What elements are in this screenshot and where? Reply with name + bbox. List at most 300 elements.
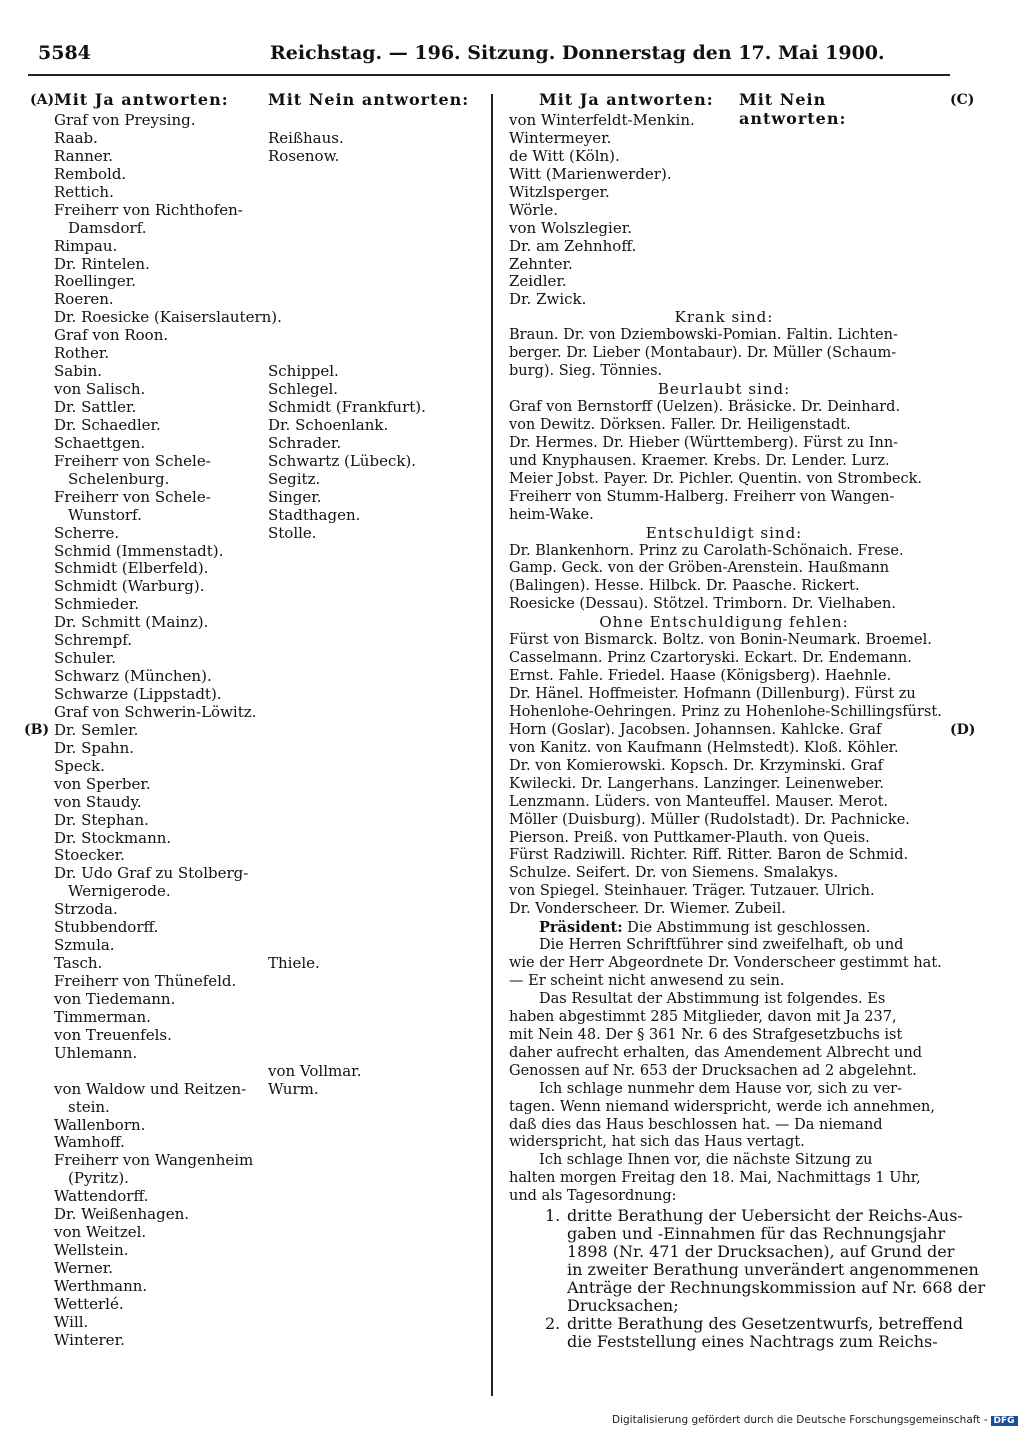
nein-entry: von Vollmar.: [268, 1061, 362, 1080]
nein-entry: [268, 1224, 484, 1242]
ja-entry: Rother.: [54, 344, 110, 363]
vote-row: [54, 1045, 484, 1063]
ja-entry: Freiherr von Thünefeld.: [54, 972, 237, 990]
ja-entry: von Sperber.: [54, 774, 151, 793]
ja-entry: Schaettgen.: [54, 433, 146, 452]
nein-entry: [268, 1278, 484, 1296]
ja-entry: (Pyritz).: [68, 1169, 129, 1188]
ohne-entschuldigung-line: Ernst. Fahle. Friedel. Haase (Königsberg). Haehnle.: [509, 668, 892, 685]
ohne-entschuldigung-line: Pierson. Preiß. von Puttkamer-Plauth. von Queis.: [509, 829, 870, 846]
heading-ja: Mit Ja antworten:: [539, 90, 714, 109]
vote-row: [54, 256, 484, 274]
beurlaubt-line: Freiherr von Stumm-Halberg. Freiherr von Wangen-: [509, 488, 895, 505]
nein-entry: [268, 847, 484, 865]
agenda-line: in zweiter Berathung unverändert angenommenen: [567, 1260, 979, 1279]
statement-line: Ich schlage nunmehr dem Hause vor, sich zu ver-: [539, 1080, 902, 1097]
nein-entry: [268, 901, 484, 919]
ja-entry: Rimpau.: [54, 236, 118, 255]
vote-row: [54, 273, 484, 291]
ja-entry: Stubbendorff.: [54, 918, 159, 937]
statement-line: daher aufrecht erhalten, das Amendement Albrecht und: [509, 1044, 923, 1061]
vote-row: [54, 740, 484, 758]
nein-entry: Schwartz (Lübeck).: [268, 451, 417, 470]
ja-entry: von Salisch.: [54, 380, 146, 399]
ja-entry: Ranner.: [54, 146, 114, 165]
ja-entry: Dr. Schaedler.: [54, 415, 161, 434]
beurlaubt-paragraph: [509, 399, 939, 525]
vote-row: [54, 973, 484, 991]
nein-entry: [268, 220, 484, 238]
ohne-entschuldigung-line: Dr. Hänel. Hoffmeister. Hofmann (Dillenburg). Fürst zu: [509, 686, 916, 702]
vote-row: [54, 543, 484, 561]
vote-row: [54, 148, 484, 166]
dfg-logo: DFG: [991, 1416, 1018, 1426]
agenda-number: 2.: [545, 1313, 561, 1333]
ja-entry: Dr. Spahn.: [54, 738, 134, 757]
nein-entry: Segitz.: [268, 469, 321, 488]
ohne-entschuldigung-line: Möller (Duisburg). Müller (Rudolstadt). Dr. Pachnicke.: [509, 811, 910, 828]
vote-row: [54, 686, 484, 704]
ja-entry: Wamhoff.: [54, 1133, 125, 1152]
ja-entry: Wattendorff.: [54, 1187, 149, 1206]
ja-entry: Wernigerode.: [68, 882, 171, 901]
ja-entry: Dr. Weißenhagen.: [54, 1205, 190, 1224]
entschuldigt-line: (Balingen). Hesse. Hilbck. Dr. Paasche. Rickert.: [509, 578, 860, 595]
vote-row: [54, 847, 484, 865]
margin-mark-a: (A): [30, 92, 55, 108]
ja-entry: Dr. Rintelen.: [54, 254, 150, 273]
statement-line: haben abgestimmt 285 Mitglieder, davon mit Ja 237,: [509, 1008, 897, 1025]
ja-entry: Sabin.: [54, 362, 103, 381]
ja-entry: Schmieder.: [54, 595, 140, 614]
ohne-entschuldigung-line: von Spiegel. Steinhauer. Träger. Tutzauer. Ulrich.: [509, 883, 875, 900]
ja-entry: Witzlsperger.: [509, 182, 610, 201]
praesident-statement: [509, 919, 942, 1206]
statement-line: — Er scheint nicht anwesend zu sein.: [509, 973, 785, 989]
nein-entry: Dr. Schoenlank.: [268, 415, 389, 434]
ohne-entschuldigung-line: Kwilecki. Dr. Langerhans. Lanzinger. Leinenweber.: [509, 775, 884, 792]
vote-row: [54, 722, 484, 740]
ja-entry: Speck.: [54, 756, 106, 775]
ja-entry: Graf von Preysing.: [54, 111, 196, 129]
vote-row: [54, 130, 484, 148]
ja-entry: Uhlemann.: [54, 1043, 138, 1062]
vote-row: [54, 291, 484, 309]
nein-entry: Stadthagen.: [268, 505, 361, 524]
vote-row: [54, 220, 484, 238]
ja-entry: Freiherr von Schele-: [54, 487, 211, 506]
page-number: 5584: [38, 42, 91, 64]
vote-row: [54, 1117, 484, 1135]
ja-entry: von Staudy.: [54, 792, 142, 811]
nein-entry: [268, 919, 484, 937]
entschuldigt-line: Dr. Blankenhorn. Prinz zu Carolath-Schönaich. Frese.: [509, 542, 904, 559]
nein-entry: Schippel.: [268, 362, 339, 381]
ja-entry: Dr. Udo Graf zu Stolberg-: [54, 864, 249, 883]
vote-row: [54, 471, 484, 489]
vote-row: [54, 901, 484, 919]
vote-row: [54, 435, 484, 453]
vote-row: [54, 1009, 484, 1027]
nein-entry: [268, 345, 484, 363]
beurlaubt-line: Dr. Hermes. Dr. Hieber (Württemberg). Fürst zu Inn-: [509, 434, 899, 451]
left-column: [54, 90, 484, 1350]
ohne-entschuldigung-line: Dr. von Komierowski. Kopsch. Dr. Krzyminski. Graf: [509, 757, 884, 774]
vote-row: [54, 489, 484, 507]
vote-row: [54, 1278, 484, 1296]
vote-row: [54, 1099, 484, 1117]
nein-entry: [268, 166, 484, 184]
nein-entry: [268, 1332, 484, 1350]
agenda-number: 1.: [545, 1206, 561, 1226]
nein-entry: [268, 327, 484, 345]
vote-row: [54, 112, 484, 130]
statement-line: halten morgen Freitag den 18. Mai, Nachmittags 1 Uhr,: [509, 1170, 921, 1187]
vote-row: [54, 1152, 484, 1170]
vote-row: [54, 238, 484, 256]
nein-entry: Rosenow.: [268, 146, 340, 165]
nein-entry: [268, 812, 484, 830]
nein-entry: [268, 794, 484, 812]
ja-entry: Dr. Schmitt (Mainz).: [54, 613, 209, 632]
vote-row: [54, 1260, 484, 1278]
ja-entry: Schelenburg.: [68, 469, 170, 488]
statement-line: mit Nein 48. Der § 361 Nr. 6 des Strafgesetzbuchs ist: [509, 1026, 903, 1043]
nein-entry: [268, 291, 484, 309]
ja-entry: Schmidt (Elberfeld).: [54, 559, 209, 578]
vote-row: [54, 309, 484, 327]
agenda-line: gaben und -Einnahmen für das Rechnungsjahr: [567, 1224, 946, 1244]
vote-row: [54, 830, 484, 848]
nein-entry: [268, 686, 484, 704]
nein-entry: [268, 184, 484, 202]
ja-entry: Roellinger.: [54, 272, 137, 291]
ja-entry: Werner.: [54, 1259, 114, 1277]
nein-entry: [268, 1134, 484, 1152]
nein-entry: Singer.: [268, 487, 322, 506]
nein-entry: [268, 256, 484, 274]
ja-entry: Winterer.: [54, 1330, 125, 1349]
ja-entry: Tasch.: [54, 954, 103, 973]
nein-entry: [268, 1188, 484, 1206]
nein-entry: [268, 740, 484, 758]
left-column-headings: [54, 90, 484, 112]
nein-entry: [268, 578, 484, 596]
entschuldigt-line: Gamp. Geck. von der Gröben-Arenstein. Haußmann: [509, 560, 890, 577]
vote-row: [54, 202, 484, 220]
vote-row: [54, 1242, 484, 1260]
ohne-entschuldigung-heading: Ohne Entschuldigung fehlen:: [599, 613, 849, 632]
vote-row: [54, 937, 484, 955]
ja-entry: Wintermeyer.: [509, 128, 612, 147]
ja-entry: Dr. Sattler.: [54, 398, 137, 416]
nein-entry: [268, 991, 484, 1009]
vote-row: [54, 560, 484, 578]
vote-row: [54, 668, 484, 686]
nein-entry: [268, 1152, 484, 1170]
ja-entry: Schmid (Immenstadt).: [54, 541, 224, 560]
ja-entry: Wörle.: [509, 200, 559, 219]
footer-credit: [612, 1414, 1018, 1426]
vote-row: [54, 1063, 484, 1081]
vote-row: [54, 507, 484, 525]
beurlaubt-line: heim-Wake.: [509, 506, 594, 523]
nein-entry: Stolle.: [268, 523, 317, 542]
nein-entry: [268, 830, 484, 848]
heading-ja: Mit Ja antworten:: [54, 90, 229, 109]
nein-entry: [268, 722, 484, 740]
ja-entry: Witt (Marienwerder).: [509, 164, 672, 183]
ja-entry: stein.: [68, 1097, 110, 1116]
nein-entry: [268, 273, 484, 291]
ja-entry: Graf von Schwerin-Löwitz.: [54, 702, 257, 721]
vote-row: [54, 1027, 484, 1045]
nein-entry: Schrader.: [268, 433, 342, 452]
vote-row: [54, 1296, 484, 1314]
right-column: [509, 90, 986, 1351]
ja-entry: Dr. Stephan.: [54, 810, 149, 829]
heading-nein: Mit Nein antworten:: [268, 90, 470, 109]
agenda-line: Drucksachen;: [567, 1295, 679, 1315]
vote-row: [54, 525, 484, 543]
vote-row: [54, 1081, 484, 1099]
vote-row: [54, 991, 484, 1009]
nein-entry: [268, 596, 484, 614]
ja-entry: Scherre.: [54, 523, 120, 542]
nein-entry: [268, 1242, 484, 1260]
ohne-entschuldigung-line: Fürst von Bismarck. Boltz. von Bonin-Neumark. Broemel.: [509, 632, 932, 649]
ja-entry: Rettich.: [54, 182, 114, 201]
nein-entry: [268, 1170, 484, 1188]
vote-row: [54, 596, 484, 614]
agenda-line: Anträge der Rechnungskommission auf Nr. 668 der: [567, 1277, 986, 1297]
heading-nein: Mit Nein antworten:: [739, 90, 847, 128]
vote-row: [54, 1314, 484, 1332]
ohne-entschuldigung-line: Casselmann. Prinz Czartoryski. Eckart. Dr. Endemann.: [509, 650, 912, 667]
ja-entry: Schwarz (München).: [54, 667, 212, 686]
margin-mark-d: (D): [950, 722, 976, 738]
ja-entry: Raab.: [54, 128, 98, 147]
agenda-text: dritte Berathung des Gesetzentwurfs, betreffend: [567, 1313, 964, 1333]
vote-row: [54, 919, 484, 937]
ja-entry: von Winterfeldt-Menkin.: [509, 111, 695, 129]
ohne-entschuldigung-line: Hohenlohe-Oehringen. Prinz zu Hohenlohe-Schillingsfürst.: [509, 703, 942, 720]
vote-row: [54, 1170, 484, 1188]
ja-entry: de Witt (Köln).: [509, 146, 620, 165]
ja-entry: Stoecker.: [54, 846, 125, 865]
nein-entry: Schmidt (Frankfurt).: [268, 398, 426, 416]
vote-row: [54, 184, 484, 202]
vote-row: [54, 758, 484, 776]
ja-entry: Wunstorf.: [68, 505, 142, 524]
nein-entry: [268, 758, 484, 776]
nein-entry: [268, 1045, 484, 1063]
ja-entry: Damsdorf.: [68, 218, 147, 237]
ja-entry: Graf von Roon.: [54, 326, 169, 345]
nein-entry: Schlegel.: [268, 380, 339, 399]
vote-row: [54, 1206, 484, 1224]
running-title: Reichstag. — 196. Sitzung. Donnerstag den 17. Mai 1900.: [270, 42, 885, 64]
ja-entry: Freiherr von Richthofen-: [54, 200, 243, 219]
vote-row: [54, 417, 484, 435]
vote-row: [54, 650, 484, 668]
nein-entry: [268, 1206, 484, 1224]
ja-entry: Dr. Semler.: [54, 720, 139, 739]
ohne-entschuldigung-line: Horn (Goslar). Jacobsen. Johannsen. Kahlcke. Graf: [509, 721, 882, 738]
ja-entry: Freiherr von Schele-: [54, 451, 211, 470]
ja-entry: von Wolszlegier.: [509, 218, 633, 237]
page-header: [38, 42, 950, 68]
krank-line: berger. Dr. Lieber (Montabaur). Dr. Müller (Schaum-: [509, 345, 897, 362]
ja-entry: von Weitzel.: [54, 1223, 147, 1242]
vote-row: [54, 883, 484, 901]
vote-row: [54, 704, 484, 722]
ohne-entschuldigung-paragraph: [509, 632, 942, 919]
margin-mark-c: (C): [950, 92, 975, 108]
vote-row: [54, 865, 484, 883]
vote-row: [54, 955, 484, 973]
ja-entry: Wellstein.: [54, 1241, 129, 1260]
nein-entry: [268, 973, 484, 991]
agenda-line: [545, 1313, 964, 1333]
statement-line: Genossen auf Nr. 653 der Drucksachen ad 2 abgelehnt.: [509, 1062, 917, 1079]
ja-entry: Roeren.: [54, 290, 114, 309]
nein-entry: [268, 309, 484, 327]
agenda-line: [545, 1206, 963, 1226]
statement-line: Die Herren Schriftführer sind zweifelhaft, ob und: [539, 937, 904, 954]
entschuldigt-line: Roesicke (Dessau). Stötzel. Trimborn. Dr. Vielhaben.: [509, 596, 896, 613]
nein-entry: [268, 1260, 484, 1278]
vote-row: [54, 345, 484, 363]
agenda-line: die Feststellung eines Nachtrags zum Reichs-: [567, 1331, 938, 1351]
ja-entry: Dr. Stockmann.: [54, 828, 172, 847]
ja-entry: Szmula.: [54, 936, 115, 955]
vote-row: [54, 166, 484, 184]
nein-entry: [268, 776, 484, 794]
krank-heading: Krank sind:: [674, 308, 774, 327]
nein-entry: [268, 614, 484, 632]
ja-entry: Strzoda.: [54, 900, 118, 919]
ja-entry: Wallenborn.: [54, 1115, 146, 1134]
nein-entry: Thiele.: [268, 954, 320, 973]
nein-entry: [268, 865, 484, 883]
statement-line: Ich schlage Ihnen vor, die nächste Sitzung zu: [539, 1152, 873, 1169]
ja-entry: von Tiedemann.: [54, 989, 176, 1008]
beurlaubt-line: Meier Jobst. Payer. Dr. Pichler. Quentin. von Strombeck.: [509, 470, 922, 487]
nein-entry: [268, 1009, 484, 1027]
entschuldigt-heading: Entschuldigt sind:: [645, 523, 803, 542]
nein-entry: [268, 883, 484, 901]
ja-entry: Werthmann.: [54, 1276, 148, 1295]
vote-row: [54, 632, 484, 650]
nein-entry: [268, 632, 484, 650]
nein-entry: [268, 238, 484, 256]
ja-entry: Schrempf.: [54, 631, 132, 650]
statement-line: Das Resultat der Abstimmung ist folgendes. Es: [539, 990, 886, 1007]
krank-line: burg). Sieg. Tönnies.: [509, 363, 663, 380]
header-rule: [28, 74, 950, 76]
nein-entry: [268, 560, 484, 578]
nein-entry: [268, 650, 484, 668]
vote-row: [54, 1224, 484, 1242]
vote-row: [54, 363, 484, 381]
vote-row: [54, 1332, 484, 1350]
vote-row: [54, 614, 484, 632]
ja-entry: Dr. Zwick.: [509, 290, 587, 309]
ja-entry: Zeidler.: [509, 272, 567, 291]
ohne-entschuldigung-line: Fürst Radziwill. Richter. Riff. Ritter. Baron de Schmid.: [509, 847, 909, 864]
ja-entry: von Treuenfels.: [54, 1025, 172, 1044]
beurlaubt-line: und Knyphausen. Kraemer. Krebs. Dr. Lender. Lurz.: [509, 452, 890, 469]
ohne-entschuldigung-line: Lenzmann. Lüders. von Manteuffel. Mauser. Merot.: [509, 793, 889, 810]
statement-line: [509, 919, 939, 937]
nein-entry: Wurm.: [268, 1079, 319, 1098]
ja-entry: Wetterlé.: [54, 1294, 124, 1313]
ja-entry: Zehnter.: [509, 254, 573, 273]
krank-line: Braun. Dr. von Dziembowski-Pomian. Faltin. Lichten-: [509, 327, 898, 344]
nein-entry: [268, 937, 484, 955]
statement-line: widerspricht, hat sich das Haus vertagt.: [509, 1134, 805, 1151]
ja-entry: Freiherr von Wangenheim: [54, 1151, 254, 1170]
margin-mark-b: (B): [24, 722, 50, 738]
agenda-line: 1898 (Nr. 471 der Drucksachen), auf Grund der: [567, 1242, 955, 1262]
beurlaubt-line: Graf von Bernstorff (Uelzen). Bräsicke. Dr. Deinhard.: [509, 399, 901, 415]
vote-list-left: [54, 112, 484, 1350]
ohne-entschuldigung-line: von Kanitz. von Kaufmann (Helmstedt). Kloß. Köhler.: [509, 739, 899, 756]
column-divider: [491, 94, 493, 1396]
ohne-entschuldigung-line: Schulze. Seifert. Dr. von Siemens. Smalakys.: [509, 865, 839, 882]
statement-line: daß dies das Haus beschlossen hat. — Da niemand: [509, 1116, 883, 1133]
ja-entry: Dr. am Zehnhoff.: [509, 236, 637, 255]
agenda-text: dritte Berathung der Uebersicht der Reichs-Aus-: [567, 1206, 963, 1226]
statement-line: und als Tagesordnung:: [509, 1188, 677, 1205]
nein-entry: [268, 704, 484, 722]
ja-entry: Schwarze (Lippstadt).: [54, 685, 222, 703]
ja-entry: Dr. Roesicke (Kaiserslautern).: [54, 308, 282, 327]
nein-entry: Reißhaus.: [268, 128, 344, 147]
nein-entry: [268, 668, 484, 686]
nein-entry: [268, 543, 484, 561]
vote-row: [54, 1188, 484, 1206]
ja-entry: Schuler.: [54, 649, 116, 668]
beurlaubt-line: von Dewitz. Dörksen. Faller. Dr. Heiligenstadt.: [509, 416, 851, 433]
ja-entry: Will.: [54, 1312, 89, 1331]
ja-entry: Rembold.: [54, 164, 127, 183]
nein-entry: [268, 1099, 484, 1117]
vote-row: [54, 794, 484, 812]
nein-entry: [268, 202, 484, 220]
krank-paragraph: [509, 327, 939, 381]
statement-line: wie der Herr Abgeordnete Dr. Vonderscheer gestimmt hat.: [509, 955, 942, 972]
nein-entry: [268, 1117, 484, 1135]
vote-row: [54, 381, 484, 399]
nein-entry: [268, 1027, 484, 1045]
nein-entry: [268, 1296, 484, 1314]
nein-entry: [268, 1314, 484, 1332]
vote-row: [54, 776, 484, 794]
ja-entry: Schmidt (Warburg).: [54, 577, 205, 596]
footer-text: Digitalisierung gefördert durch die Deutsche Forschungsgemeinschaft -: [612, 1414, 988, 1426]
statement-line: tagen. Wenn niemand widerspricht, werde ich annehmen,: [509, 1098, 935, 1115]
statement-text: Die Abstimmung ist geschlossen.: [622, 920, 871, 937]
vote-row: [54, 327, 484, 345]
nein-entry: [268, 112, 484, 130]
ja-entry: Timmerman.: [54, 1007, 151, 1026]
vote-row: [54, 578, 484, 596]
ja-entry: von Waldow und Reitzen-: [54, 1079, 247, 1098]
praesident-label: Präsident:: [539, 919, 623, 937]
vote-row: [54, 453, 484, 471]
